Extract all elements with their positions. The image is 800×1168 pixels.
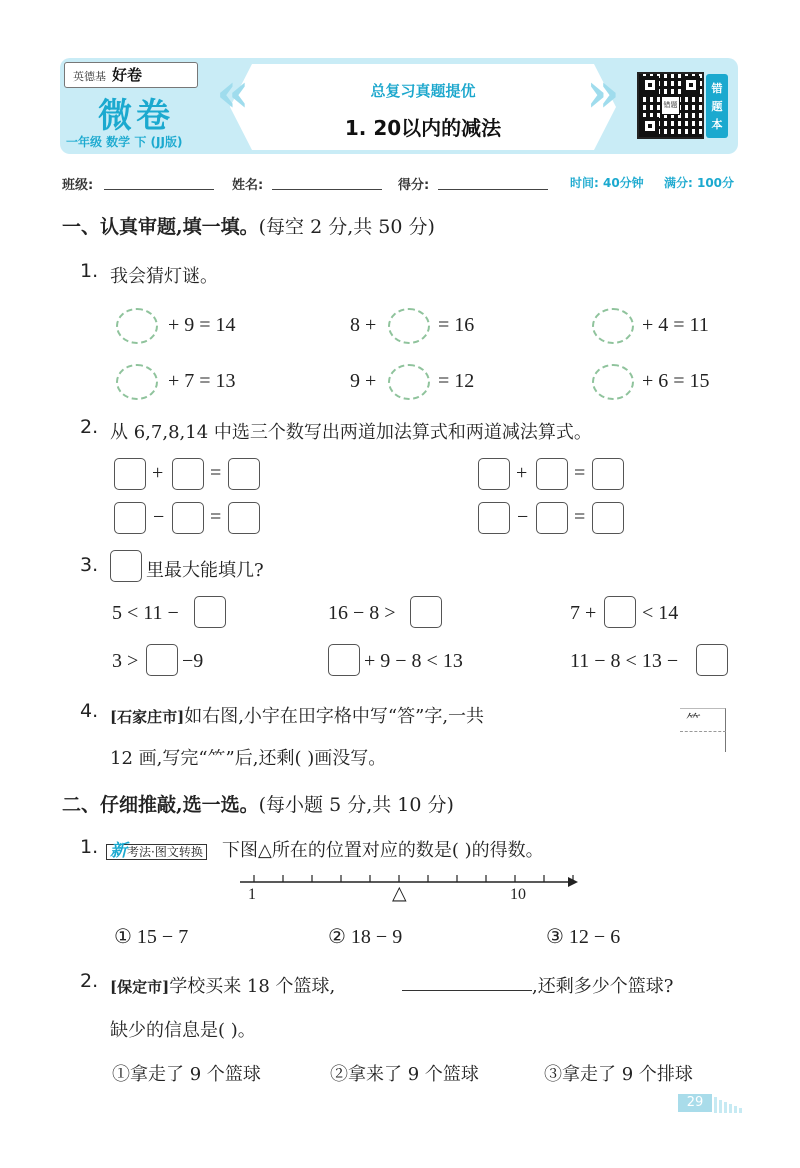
question-number: 3. xyxy=(80,554,99,576)
class-field[interactable] xyxy=(104,189,214,190)
question-text: 我会猜灯谜。 xyxy=(110,266,218,287)
answer-oval[interactable] xyxy=(116,364,158,400)
question-text: 缺少的信息是( )。 xyxy=(110,1020,256,1041)
decorative-bars xyxy=(714,1094,754,1112)
question-text: 从 6,7,8,14 中选三个数写出两道加法算式和两道减法算式。 xyxy=(110,422,592,443)
series-title: 微卷 xyxy=(98,96,174,136)
inequality-text: 5 < 11 − xyxy=(112,602,179,624)
new-method-tag: 新考法·图文转换 xyxy=(106,836,207,861)
inequality-text: 3 > xyxy=(112,650,139,672)
region-tag: [石家庄市] xyxy=(110,708,185,726)
answer-box[interactable] xyxy=(172,458,204,490)
equals-sign: = xyxy=(210,506,222,528)
score-label: 得分: xyxy=(398,178,430,193)
question-text: 12 画,写完“⺮”后,还剩( )画没写。 xyxy=(110,748,387,769)
answer-box[interactable] xyxy=(696,644,728,676)
answer-box[interactable] xyxy=(592,458,624,490)
question-number: 1. xyxy=(80,836,99,858)
equals-sign: = xyxy=(210,462,222,484)
chevron-right-icon: » xyxy=(586,60,620,124)
answer-box[interactable] xyxy=(114,502,146,534)
bamboo-radical: ⺮ xyxy=(686,711,702,729)
answer-box[interactable] xyxy=(146,644,178,676)
option-2[interactable]: ② 18 − 9 xyxy=(328,926,403,948)
answer-box[interactable] xyxy=(228,458,260,490)
question-text: 下图△所在的位置对应的数是( )的得数。 xyxy=(222,840,544,861)
triangle-marker-icon: △ xyxy=(392,882,407,904)
axis-label-end: 10 xyxy=(510,886,526,903)
name-field[interactable] xyxy=(272,189,382,190)
equation-text: = 12 xyxy=(438,370,475,392)
equals-sign: = xyxy=(574,462,586,484)
answer-box[interactable] xyxy=(114,458,146,490)
inequality-text: < 14 xyxy=(642,602,679,624)
equation-text: + 6 = 15 xyxy=(642,370,710,392)
inequality-text: 11 − 8 < 13 − xyxy=(570,650,679,672)
full-score: 满分: 100分 xyxy=(664,176,735,190)
answer-box[interactable] xyxy=(410,596,442,628)
answer-box[interactable] xyxy=(478,502,510,534)
question-number: 1. xyxy=(80,260,99,282)
option-1[interactable]: ①拿走了 9 个篮球 xyxy=(112,1064,261,1085)
brand-logo: 好卷 xyxy=(112,66,143,84)
question-text: 里最大能填几? xyxy=(146,560,264,581)
name-label: 姓名: xyxy=(232,178,264,193)
minus-sign: − xyxy=(153,506,165,528)
option-3[interactable]: ③ 12 − 6 xyxy=(546,926,621,948)
question-number: 4. xyxy=(80,700,99,722)
wrong-question-book-tag: 错 题 本 xyxy=(706,74,728,138)
banner-subtitle: 总复习真题提优 xyxy=(370,82,476,100)
answer-oval[interactable] xyxy=(116,308,158,344)
grade-label: 一年级 数学 下 (JJ版) xyxy=(66,135,183,149)
answer-oval[interactable] xyxy=(592,308,634,344)
equation-text: = 16 xyxy=(438,314,475,336)
plus-sign: + xyxy=(152,462,164,484)
answer-box[interactable] xyxy=(604,596,636,628)
score-field[interactable] xyxy=(438,189,548,190)
answer-box[interactable] xyxy=(536,458,568,490)
equation-text: 8 + xyxy=(350,314,377,336)
inequality-text: −9 xyxy=(182,650,204,672)
equation-text: + 9 = 14 xyxy=(168,314,236,336)
answer-box[interactable] xyxy=(478,458,510,490)
page-number: 29 xyxy=(678,1094,712,1112)
section-1-title: 一、认真审题,填一填。(每空 2 分,共 50 分) xyxy=(62,216,435,238)
option-1[interactable]: ① 15 − 7 xyxy=(114,926,189,948)
answer-box[interactable] xyxy=(228,502,260,534)
answer-box[interactable] xyxy=(328,644,360,676)
axis-label-start: 1 xyxy=(248,886,256,903)
option-3[interactable]: ③拿走了 9 个排球 xyxy=(544,1064,693,1085)
missing-info-blank[interactable] xyxy=(402,990,532,991)
answer-box[interactable] xyxy=(194,596,226,628)
answer-box[interactable] xyxy=(172,502,204,534)
answer-oval[interactable] xyxy=(592,364,634,400)
plus-sign: + xyxy=(516,462,528,484)
time-limit: 时间: 40分钟 xyxy=(570,176,644,190)
answer-oval[interactable] xyxy=(388,364,430,400)
region-tag: [保定市] xyxy=(110,978,170,996)
answer-box[interactable] xyxy=(592,502,624,534)
class-label: 班级: xyxy=(62,178,94,193)
equation-text: 9 + xyxy=(350,370,377,392)
section-2-title: 二、仔细推敲,选一选。(每小题 5 分,共 10 分) xyxy=(62,794,454,816)
inequality-text: + 9 − 8 < 13 xyxy=(364,650,463,672)
inequality-text: 16 − 8 > xyxy=(328,602,396,624)
qr-code-icon[interactable]: 错题 xyxy=(637,72,704,139)
question-number: 2. xyxy=(80,416,99,438)
question-text: [保定市]学校买来 18 个篮球, xyxy=(110,976,336,997)
question-number: 2. xyxy=(80,970,99,992)
number-line xyxy=(236,870,582,910)
answer-oval[interactable] xyxy=(388,308,430,344)
equation-text: + 4 = 11 xyxy=(642,314,709,336)
option-2[interactable]: ②拿来了 9 个篮球 xyxy=(330,1064,479,1085)
brand-tag: 英德基 好卷 xyxy=(64,62,198,88)
tianzige-grid xyxy=(680,708,726,752)
minus-sign: − xyxy=(517,506,529,528)
equation-text: + 7 = 13 xyxy=(168,370,236,392)
question-text: ,还剩多少个篮球? xyxy=(532,976,674,997)
inequality-text: 7 + xyxy=(570,602,597,624)
chevron-left-icon: « xyxy=(216,60,250,124)
question-text: [石家庄市]如右图,小宇在田字格中写“答”字,一共 xyxy=(110,706,485,727)
equals-sign: = xyxy=(574,506,586,528)
answer-box[interactable] xyxy=(536,502,568,534)
example-box xyxy=(110,550,142,582)
page-title: 1. 20以内的减法 xyxy=(344,116,502,140)
